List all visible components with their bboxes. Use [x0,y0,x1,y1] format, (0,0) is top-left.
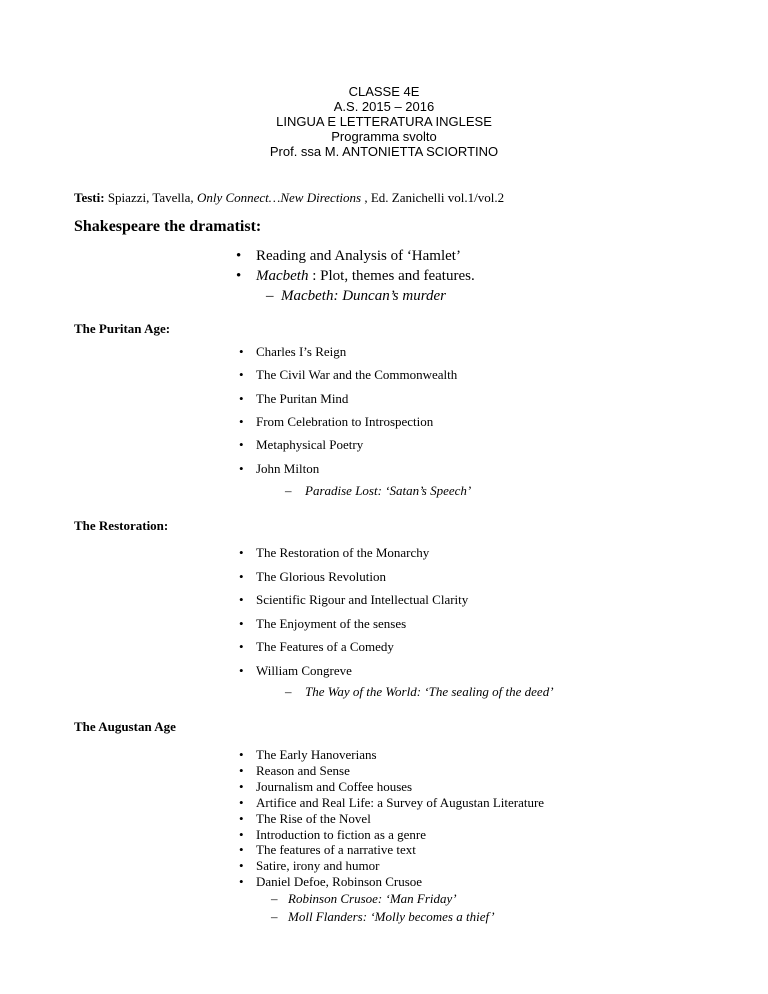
bullet-icon: • [239,615,244,631]
sub-item-label: Moll Flanders: ‘Molly becomes a thief’ [288,909,495,924]
sub-item [285,483,471,499]
list-item-label: The Puritan Mind [256,390,349,406]
list-item-label: The Features of a Comedy [256,639,394,655]
sub-item [271,909,495,925]
bullet-icon: • [239,747,244,762]
document-header [0,84,768,159]
bullet-icon: • [239,778,244,794]
list-item-label: The Civil War and the Commonwealth [256,367,458,383]
bullet-icon: • [239,639,244,655]
section-heading-shakespeare: Shakespeare the dramatist: [74,218,262,235]
list-item-label: Metaphysical Poetry [256,437,364,453]
list-item-label: From Celebration to Introspection [256,413,434,429]
list-item-label: William Congreve [256,663,352,678]
list-item-label: Reason and Sense [256,762,350,778]
list-item-label: Scientific Rigour and Intellectual Clarity [256,592,469,608]
bullet-icon: • [239,460,244,476]
header-school-year: A.S. 2015 – 2016 [333,99,435,114]
list-item-label: Artifice and Real Life: a Survey of Augustan Literature [256,794,545,810]
bullet-icon: • [239,762,244,778]
dash-icon: – [271,891,278,906]
bullet-icon: • [239,344,244,359]
list-item-label: Introduction to fiction as a genre [256,826,427,842]
header-subject: LINGUA E LETTERATURA INGLESE [276,114,492,129]
list-item-label: John Milton [256,460,320,476]
bullet-icon: • [239,545,244,560]
list-item-label: Daniel Defoe, Robinson Crusoe [256,874,423,890]
dash-icon: – [285,684,292,699]
list-item-label [256,268,475,285]
bullet-icon: • [239,413,244,429]
list-item-label: The features of a narrative text [256,842,416,858]
sub-item-label: Paradise Lost: ‘Satan’s Speech’ [305,483,472,498]
list-item-label: The Restoration of the Monarchy [256,545,430,560]
list-item-rest: : Plot, themes and features. [308,268,475,284]
bullet-icon: • [239,858,244,874]
sub-item-label: Robinson Crusoe: ‘Man Friday’ [288,891,457,906]
bullet-icon: • [239,826,244,842]
bullet-icon: • [239,592,244,608]
sub-item [266,288,446,305]
header-program: Programma svolto [331,129,437,144]
section-heading-restoration: The Restoration: [74,518,169,533]
list-item-label: The Rise of the Novel [256,810,371,826]
texts-label: Testi: [74,190,105,205]
dash-icon: – [271,909,278,924]
dash-icon: – [266,288,274,304]
list-item-label: Journalism and Coffee houses [256,778,413,794]
list-item-label: Satire, irony and humor [256,858,380,874]
bullet-icon: • [239,390,244,406]
dash-icon: – [285,483,292,498]
bullet-icon: • [239,437,244,453]
bullet-icon: • [239,810,244,826]
texts-publisher: , Ed. Zanichelli vol.1/vol.2 [361,190,505,205]
bullet-icon: • [236,268,242,284]
bullet-icon: • [239,568,244,584]
list-item-label: The Glorious Revolution [256,568,386,584]
sub-item [285,684,554,700]
bullet-icon: • [236,248,242,264]
section-heading-augustan-age: The Augustan Age [74,719,176,734]
sub-item [271,891,457,907]
texts-book-title: Only Connect…New Directions [196,190,362,205]
texts-authors: Spiazzi, Tavella, [104,190,197,205]
bullet-icon: • [239,367,244,383]
texts-line [74,190,504,206]
bullet-icon: • [239,842,244,858]
play-title: Macbeth [256,268,309,284]
bullet-icon: • [239,663,244,678]
sub-item-label: Macbeth: Duncan’s murder [281,288,446,304]
list-item-label: The Enjoyment of the senses [256,615,407,631]
header-teacher: Prof. ssa M. ANTONIETTA SCIORTINO [269,144,499,159]
list-item-label: Charles I’s Reign [256,344,347,359]
list-item-label: The Early Hanoverians [256,747,377,762]
bullet-icon: • [239,874,244,890]
bullet-icon: • [239,794,244,810]
list-item-label: Reading and Analysis of ‘Hamlet’ [256,248,461,264]
header-class: CLASSE 4E [348,84,420,99]
section-heading-puritan-age: The Puritan Age: [74,321,171,336]
sub-item-label: The Way of the World: ‘The sealing of the deed’ [305,684,554,699]
